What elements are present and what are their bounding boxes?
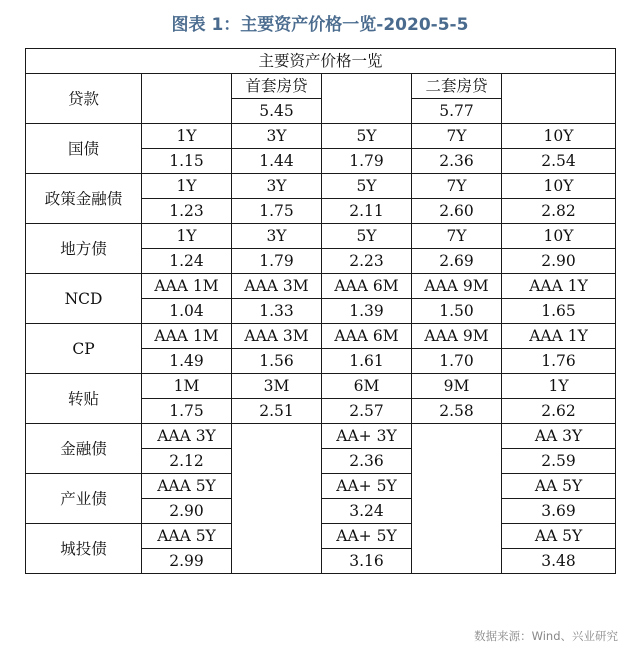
value-cell: 1.23 [142,199,232,224]
term-cell: AA+ 5Y [322,474,412,499]
value-cell: 3.48 [502,549,616,574]
term-cell: AA 5Y [502,474,616,499]
empty-cell [412,424,502,574]
term-cell: 1Y [142,224,232,249]
table-row [26,274,616,299]
term-cell: 3M [232,374,322,399]
value-cell: 1.56 [232,349,322,374]
table-row [26,224,616,249]
second-home-loan-label: 二套房贷 [412,74,502,99]
term-cell: AA+ 5Y [322,524,412,549]
data-source: 数据来源：Wind、兴业研究 [474,629,618,643]
value-cell: 2.90 [142,499,232,524]
row-label: 产业债 [26,474,142,524]
value-cell: 1.33 [232,299,322,324]
empty-cell [142,74,232,124]
term-cell: 1Y [502,374,616,399]
empty-cell [502,74,616,124]
term-cell: AAA 3M [232,324,322,349]
term-cell: 5Y [322,224,412,249]
term-cell: 1M [142,374,232,399]
term-cell: AA 5Y [502,524,616,549]
value-cell: 1.79 [322,149,412,174]
value-cell: 1.79 [232,249,322,274]
term-cell: AAA 9M [412,274,502,299]
row-label: 国债 [26,124,142,174]
value-cell: 2.23 [322,249,412,274]
figure-caption: 图表 1：主要资产价格一览-2020-5-5 [171,15,469,35]
value-cell: 2.36 [412,149,502,174]
term-cell: 10Y [502,174,616,199]
value-cell: 1.24 [142,249,232,274]
term-cell: 3Y [232,124,322,149]
term-cell: 9M [412,374,502,399]
term-cell: 3Y [232,174,322,199]
row-label-loan: 贷款 [26,74,142,124]
term-cell: AA 3Y [502,424,616,449]
value-cell: 2.69 [412,249,502,274]
table-row [26,424,616,449]
value-cell: 1.75 [142,399,232,424]
row-label: 城投债 [26,524,142,574]
value-cell: 2.60 [412,199,502,224]
value-cell: 2.82 [502,199,616,224]
value-cell: 2.36 [322,449,412,474]
term-cell: AAA 1M [142,324,232,349]
value-cell: 1.76 [502,349,616,374]
value-cell: 2.51 [232,399,322,424]
value-cell: 1.44 [232,149,322,174]
table-row [26,524,616,549]
value-cell: 1.61 [322,349,412,374]
term-cell: 7Y [412,124,502,149]
row-label: 转贴 [26,374,142,424]
term-cell: 10Y [502,224,616,249]
value-cell: 1.39 [322,299,412,324]
term-cell: AAA 6M [322,324,412,349]
table-header: 主要资产价格一览 [26,49,616,74]
table-row [26,474,616,499]
value-cell: 1.75 [232,199,322,224]
term-cell: AAA 3M [232,274,322,299]
term-cell: 10Y [502,124,616,149]
value-cell: 2.57 [322,399,412,424]
table-row [26,124,616,149]
term-cell: AAA 1M [142,274,232,299]
value-cell: 1.15 [142,149,232,174]
term-cell: AAA 5Y [142,524,232,549]
term-cell: AAA 5Y [142,474,232,499]
term-cell: 1Y [142,174,232,199]
term-cell: 7Y [412,224,502,249]
term-cell: AAA 6M [322,274,412,299]
value-cell: 3.24 [322,499,412,524]
row-label: 金融债 [26,424,142,474]
term-cell: 6M [322,374,412,399]
second-home-loan-value: 5.77 [412,99,502,124]
value-cell: 2.59 [502,449,616,474]
value-cell: 3.69 [502,499,616,524]
row-label: 地方债 [26,224,142,274]
term-cell: AA+ 3Y [322,424,412,449]
row-label: CP [26,324,142,374]
value-cell: 3.16 [322,549,412,574]
term-cell: 5Y [322,174,412,199]
table-row [26,374,616,399]
value-cell: 2.11 [322,199,412,224]
table-row [26,174,616,199]
value-cell: 2.99 [142,549,232,574]
value-cell: 1.70 [412,349,502,374]
value-cell: 2.12 [142,449,232,474]
term-cell: AAA 1Y [502,274,616,299]
value-cell: 1.04 [142,299,232,324]
term-cell: 3Y [232,224,322,249]
term-cell: AAA 9M [412,324,502,349]
term-cell: 1Y [142,124,232,149]
value-cell: 2.62 [502,399,616,424]
term-cell: 5Y [322,124,412,149]
first-home-loan-label: 首套房贷 [232,74,322,99]
value-cell: 2.54 [502,149,616,174]
empty-cell [322,74,412,124]
term-cell: AAA 3Y [142,424,232,449]
row-label: NCD [26,274,142,324]
term-cell: AAA 1Y [502,324,616,349]
row-label: 政策金融债 [26,174,142,224]
term-cell: 7Y [412,174,502,199]
first-home-loan-value: 5.45 [232,99,322,124]
value-cell: 2.90 [502,249,616,274]
value-cell: 1.65 [502,299,616,324]
value-cell: 1.50 [412,299,502,324]
value-cell: 2.58 [412,399,502,424]
value-cell: 1.49 [142,349,232,374]
empty-cell [232,424,322,574]
asset-price-table [25,48,616,574]
table-row [26,324,616,349]
